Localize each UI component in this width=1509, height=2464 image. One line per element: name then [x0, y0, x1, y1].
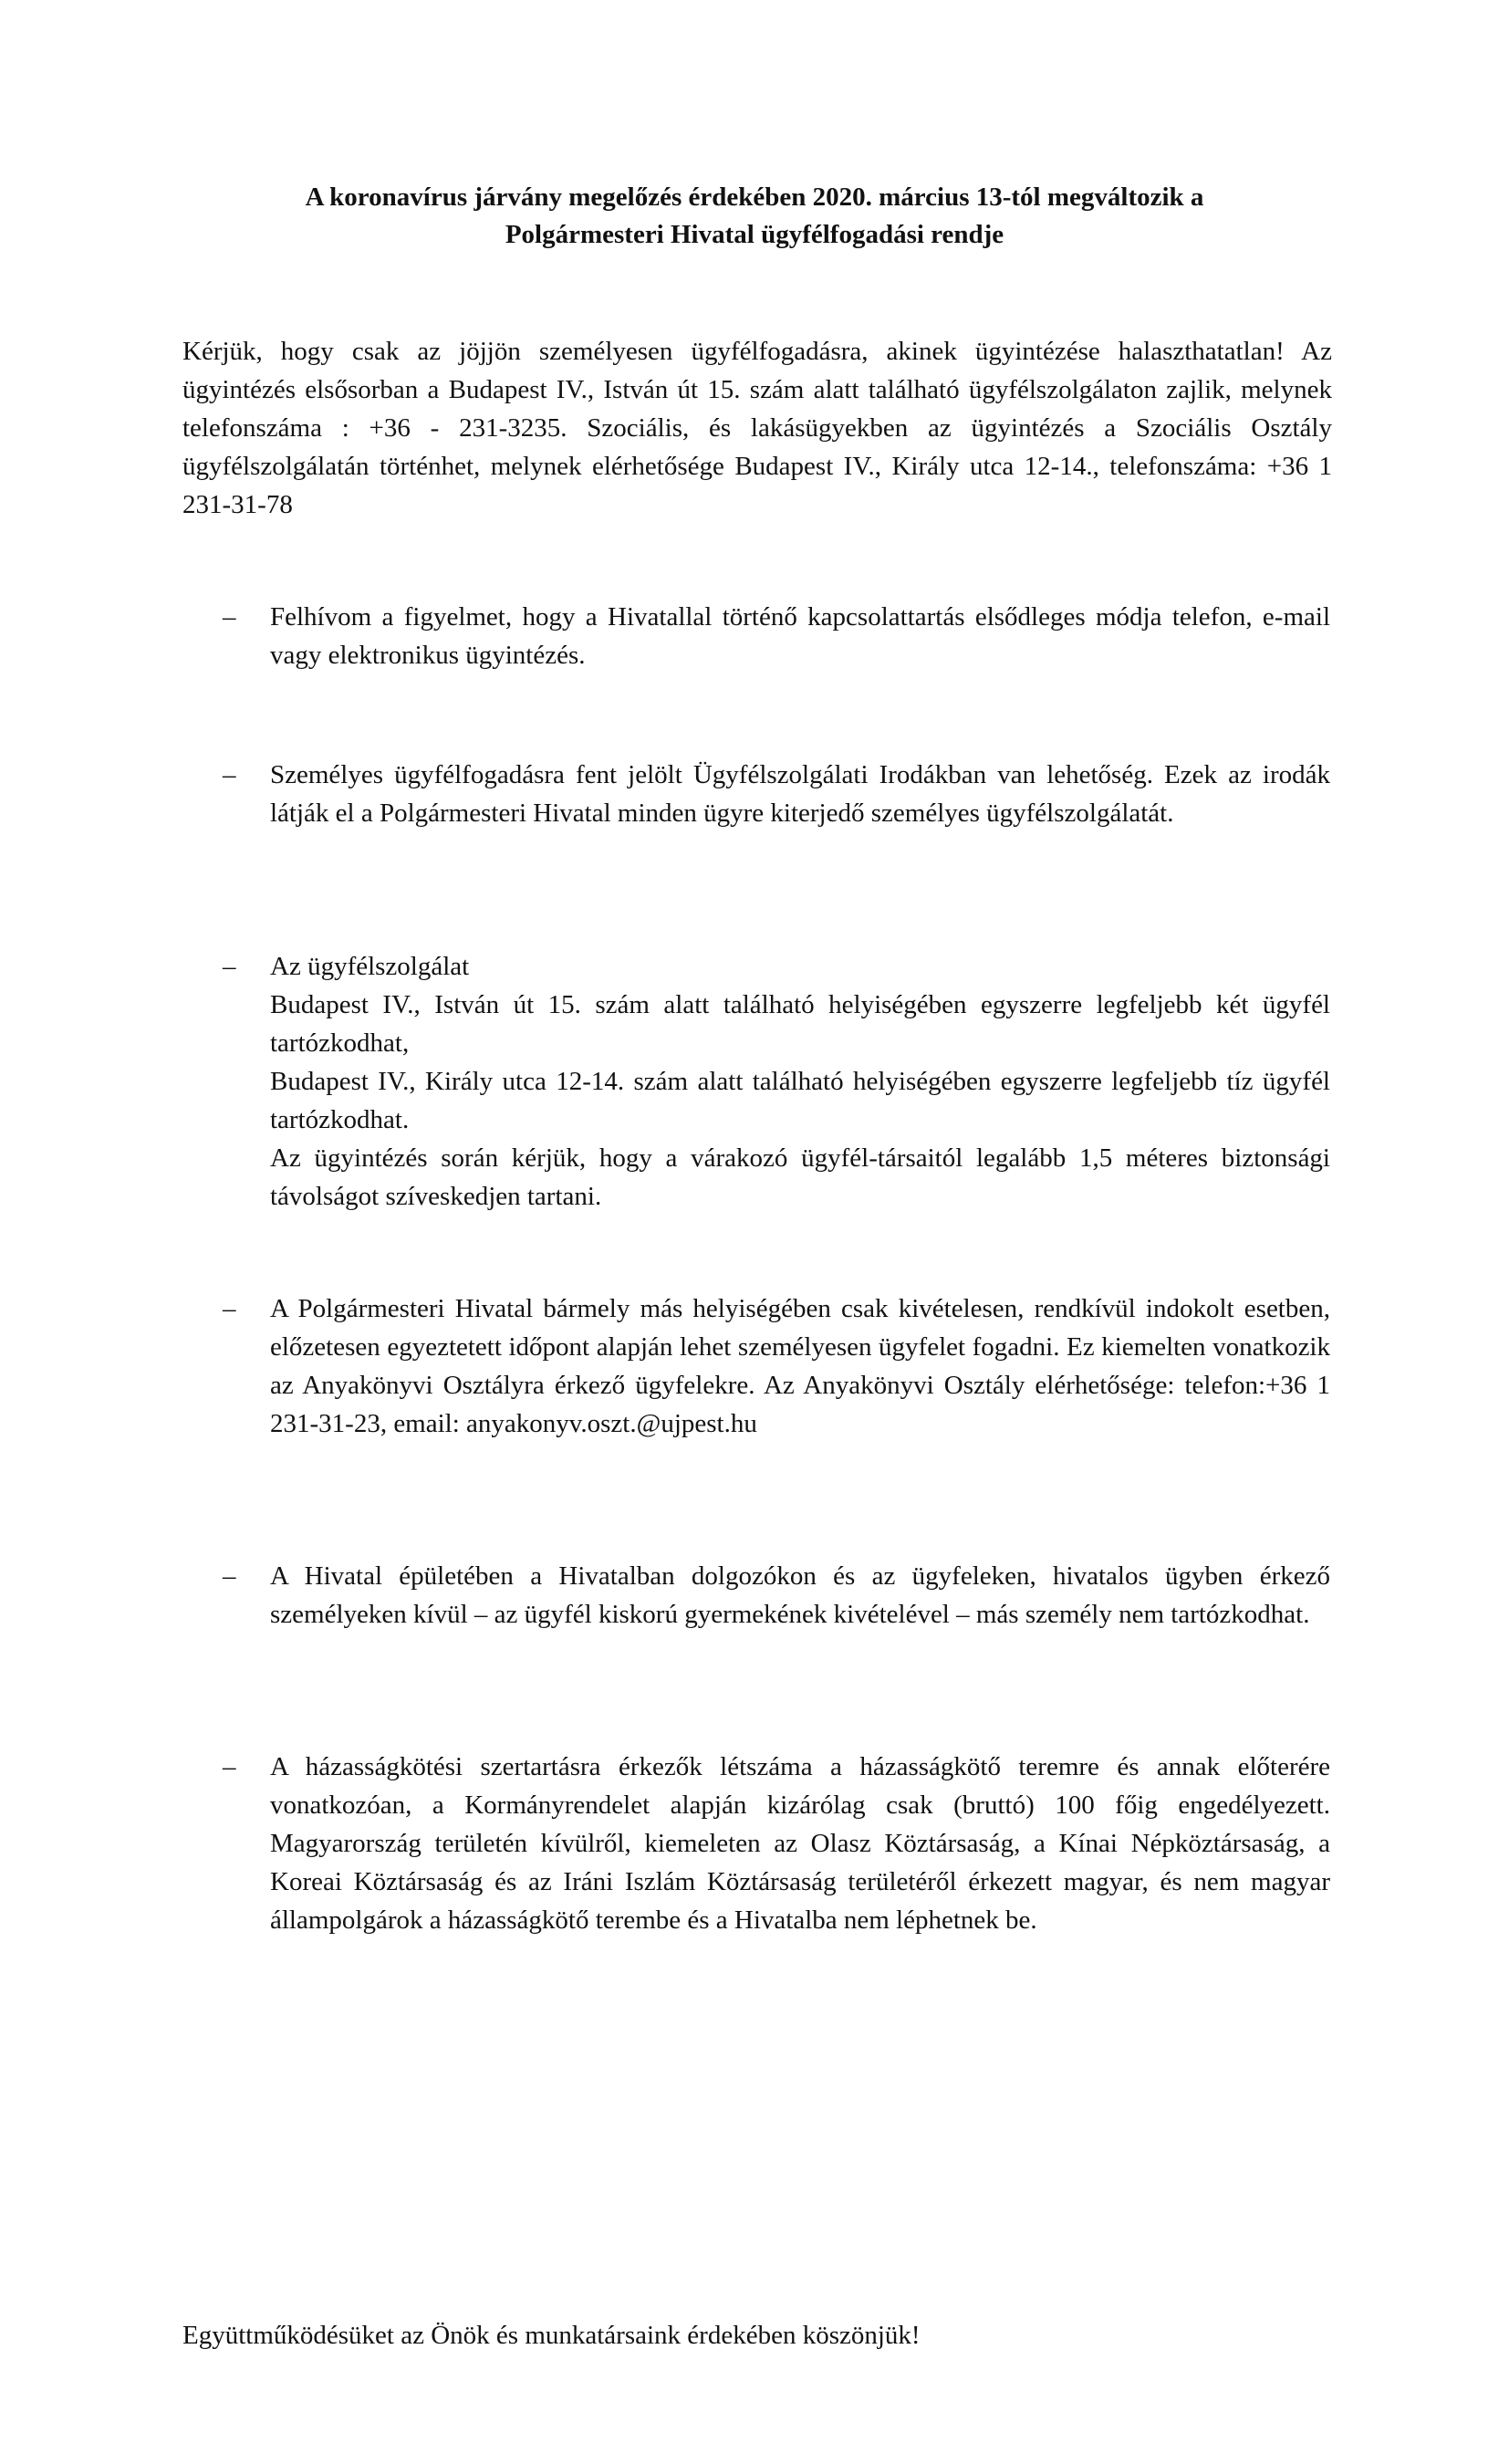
bullet-text: Felhívom a figyelmet, hogy a Hivatallal történő kapcsolattartás elsődleges módja telefon, e-mail vagy elektronikus ügyintézés.: [270, 602, 1330, 670]
dash-marker: –: [223, 760, 236, 789]
closing-line: Együttműködésüket az Önök és munkatársaink érdekében köszönjük!: [182, 2321, 921, 2350]
dash-marker: –: [223, 602, 236, 632]
bullet-text: [270, 947, 1330, 1216]
bullet-text: A házasságkötési szertartásra érkezők létszáma a házasságkötő teremre és annak előterére vonatkozóan, a Kormányrendelet alapján kizárólag csak (bruttó) 100 főig engedélyezett. Magyarország területén kívülről, kiemeleten az Olasz Köztársaság, a Kínai Népköztársaság, a Koreai Köztársaság és az Iráni Iszlám Köztársaság területéről érkezett magyar, és nem magyar állampolgárok a házasságkötő terembe és a Hivatalba nem léphetnek be.: [270, 1752, 1330, 1935]
bullet-text: A Hivatal épületében a Hivatalban dolgozókon és az ügyfeleken, hivatalos ügyben érkező személyeken kívül – az ügyfél kiskorú gyermekének kivételével – más személy nem tartózkodhat.: [270, 1561, 1330, 1629]
dash-marker: –: [223, 1752, 236, 1781]
bullet-text: Személyes ügyfélfogadásra fent jelölt Ügyfélszolgálati Irodákban van lehetőség. Ezek az irodák látják el a Polgármesteri Hivatal minden ügyre kiterjedő személyes ügyfélszolgálatát.: [270, 760, 1330, 828]
bullet-line: Budapest IV., István út 15. szám alatt található helyiségében egyszerre legfeljebb két ügyfél tartózkodhat,: [270, 990, 1330, 1058]
dash-marker: –: [223, 952, 236, 981]
bullet-text: A Polgármesteri Hivatal bármely más helyiségében csak kivételesen, rendkívül indokolt esetben, előzetesen egyeztetett időpont alapján lehet személyesen ügyfelet fogadni. Ez kiemelten vonatkozik az Anyakönyvi Osztályra érkező ügyfelekre. Az Anyakönyvi Osztály elérhetősége: telefon:+36 1 231-31-23, email: anyakonyv.oszt.@ujpest.hu: [270, 1294, 1330, 1438]
bullet-line: Budapest IV., Király utca 12-14. szám alatt található helyiségében egyszerre legfeljebb tíz ügyfél tartózkodhat.: [270, 1067, 1330, 1134]
intro-paragraph: Kérjük, hogy csak az jöjjön személyesen ügyfélfogadásra, akinek ügyintézése halaszthatatlan! Az ügyintézés elsősorban a Budapest IV., István út 15. szám alatt található ügyfélszolgálaton zajlik, melynek telefonszáma : +36 - 231-3235. Szociális, és lakásügyekben az ügyintézés a Szociális Osztály ügyfélszolgálatán történhet, melynek elérhetősége Budapest IV., Király utca 12-14., telefonszáma: +36 1 231-31-78: [182, 337, 1332, 519]
bullet-line: Az ügyintézés során kérjük, hogy a várakozó ügyfél-társaitól legalább 1,5 méteres biztonsági távolságot szíveskedjen tartani.: [270, 1143, 1330, 1211]
dash-marker: –: [223, 1561, 236, 1591]
dash-marker: –: [223, 1294, 236, 1323]
title-line-1: A koronavírus járvány megelőzés érdekében 2020. március 13-tól megváltozik a: [305, 183, 1204, 212]
document-title: [182, 179, 1327, 254]
title-line-2: Polgármesteri Hivatal ügyfélfogadási rendje: [505, 220, 1004, 249]
bullet-line: Az ügyfélszolgálat: [270, 952, 470, 981]
